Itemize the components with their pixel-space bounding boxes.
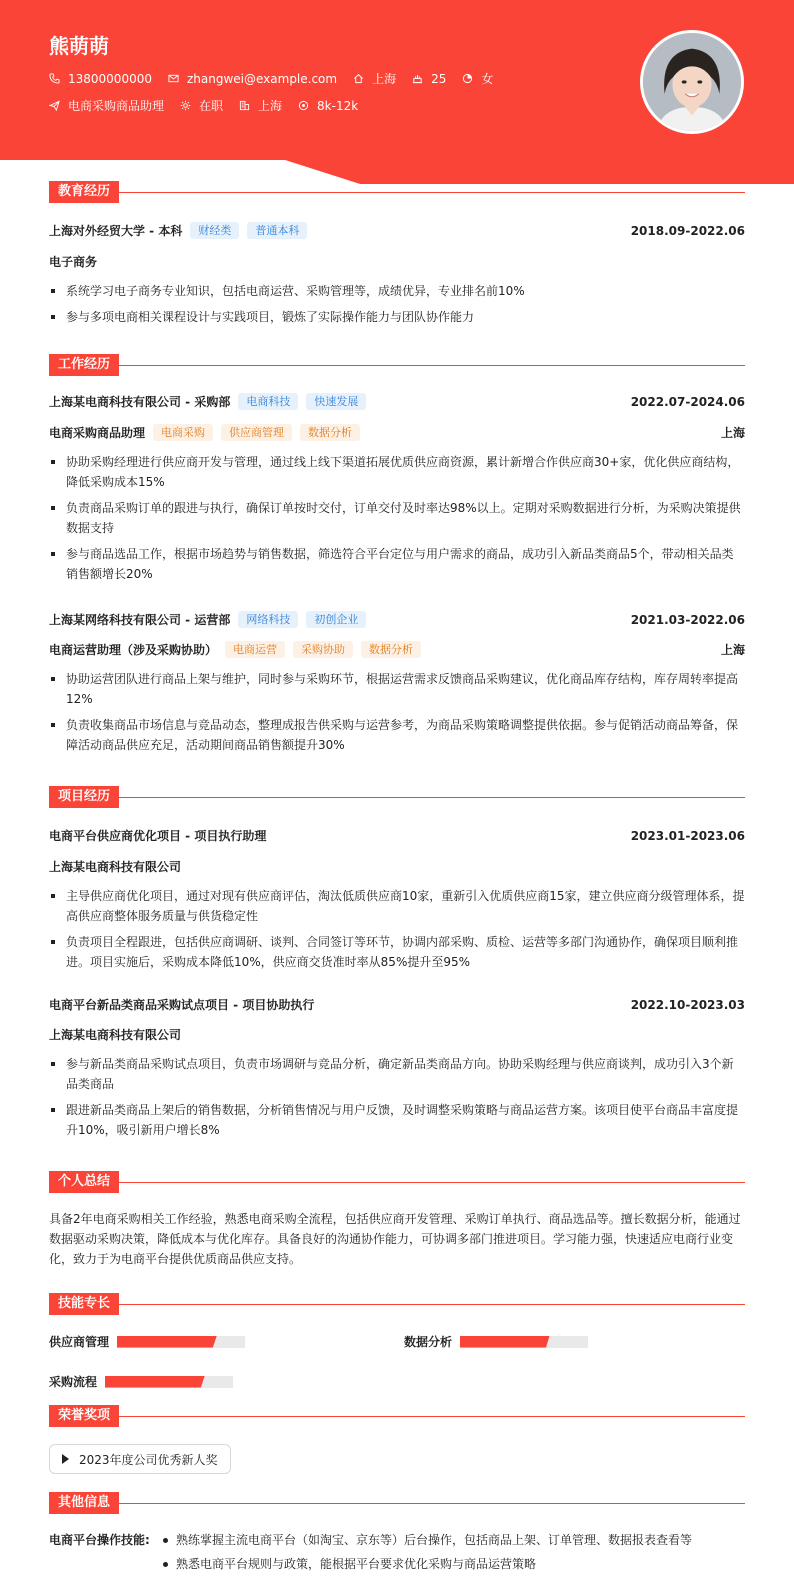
section-honors bbox=[49, 1405, 745, 1427]
cake-icon bbox=[412, 73, 423, 84]
skill-item bbox=[49, 1333, 245, 1350]
work-date: 2022.07-2024.06 bbox=[630, 394, 745, 409]
work-bullets bbox=[49, 452, 745, 590]
list-item: 主导供应商优化项目，通过对现有供应商评估，淘汰低质供应商10家，重新引入优质供应商15家，建立供应商分级管理体系，提高供应商整体服务质量与供货稳定性 bbox=[49, 886, 745, 926]
award-item bbox=[49, 1444, 231, 1474]
phone-text: 13800000000 bbox=[68, 71, 152, 86]
gender-text: 女 bbox=[481, 72, 494, 86]
project-title: 电商平台供应商优化项目 - 项目执行助理 bbox=[49, 829, 267, 843]
project-org-row bbox=[49, 1026, 745, 1043]
project-title: 电商平台新品类商品采购试点项目 - 项目协助执行 bbox=[49, 998, 315, 1012]
section-education bbox=[49, 181, 745, 203]
list-item: 参与商品选品工作，根据市场趋势与销售数据，筛选符合平台定位与用户需求的商品，成功引入新品类商品5个，带动相关品类销售额增长20% bbox=[49, 544, 745, 584]
role-name: 电商采购商品助理 bbox=[49, 426, 146, 440]
work-city: 上海 bbox=[720, 426, 745, 440]
company-tag: 电商科技 bbox=[238, 393, 298, 410]
work-role-row bbox=[49, 424, 745, 441]
section-divider bbox=[119, 1182, 745, 1183]
skill-bar bbox=[460, 1336, 588, 1348]
list-item: 协助采购经理进行供应商开发与管理，通过线上线下渠道拓展优质供应商资源，累计新增合作供应商30+家，优化供应商结构，降低采购成本15% bbox=[49, 452, 745, 492]
work-city: 上海 bbox=[720, 643, 745, 657]
target-city-text: 上海 bbox=[258, 99, 283, 113]
section-title: 教育经历 bbox=[49, 181, 119, 203]
work-header bbox=[49, 393, 745, 410]
section-title: 荣誉奖项 bbox=[49, 1405, 119, 1427]
skill-tag: 电商采购 bbox=[153, 424, 213, 441]
age-item bbox=[412, 72, 446, 86]
contact-row bbox=[49, 70, 509, 87]
project-bullets bbox=[49, 1054, 745, 1146]
skill-name: 数据分析 bbox=[404, 1335, 453, 1349]
skill-name: 采购流程 bbox=[49, 1375, 98, 1389]
section-summary bbox=[49, 1171, 745, 1193]
major-name: 电子商务 bbox=[49, 255, 98, 269]
other-label: 电商平台操作技能: bbox=[49, 1533, 150, 1547]
phone-icon bbox=[49, 73, 60, 84]
section-title: 项目经历 bbox=[49, 786, 119, 808]
play-icon bbox=[62, 1454, 69, 1464]
gear-icon bbox=[180, 100, 191, 111]
project-header bbox=[49, 827, 745, 844]
company-tag: 网络科技 bbox=[238, 611, 298, 628]
gender-item bbox=[462, 70, 493, 87]
skill-bar-fill bbox=[105, 1376, 205, 1388]
skill-bar bbox=[105, 1376, 233, 1388]
project-org: 上海某电商科技有限公司 bbox=[49, 860, 182, 874]
skill-bar bbox=[117, 1336, 245, 1348]
school-tag: 财经类 bbox=[190, 222, 239, 239]
project-date: 2022.10-2023.03 bbox=[630, 997, 745, 1012]
company-name: 上海某电商科技有限公司 - 采购部 bbox=[49, 395, 231, 409]
company-name: 上海某网络科技有限公司 - 运营部 bbox=[49, 613, 231, 627]
role-name: 电商运营助理（涉及采购协助） bbox=[49, 643, 218, 657]
list-item: 协助运营团队进行商品上架与维护，同时参与采购环节，根据运营需求反馈商品采购建议，优化商品库存结构，库存周转率提高12% bbox=[49, 669, 745, 709]
section-divider bbox=[119, 1416, 745, 1417]
skill-tag: 数据分析 bbox=[300, 424, 360, 441]
skill-item bbox=[49, 1373, 233, 1390]
candidate-name: 熊萌萌 bbox=[49, 34, 109, 58]
age-text: 25 bbox=[431, 71, 447, 86]
home-city-text: 上海 bbox=[372, 72, 397, 86]
company-tag: 快速发展 bbox=[306, 393, 366, 410]
section-divider bbox=[119, 1503, 745, 1504]
award-text: 2023年度公司优秀新人奖 bbox=[79, 1452, 218, 1467]
job-intent-row bbox=[49, 97, 374, 114]
gender-icon bbox=[462, 73, 473, 84]
section-other bbox=[49, 1492, 745, 1514]
list-item: 参与新品类商品采购试点项目，负责市场调研与竞品分析，确定新品类商品方向。协助采购经理与供应商谈判，成功引入3个新品类商品 bbox=[49, 1054, 745, 1094]
building-icon bbox=[239, 100, 250, 111]
status-text: 在职 bbox=[199, 99, 224, 113]
skill-item bbox=[404, 1333, 588, 1350]
education-header bbox=[49, 222, 745, 239]
project-org-row bbox=[49, 858, 745, 875]
work-header bbox=[49, 611, 745, 628]
list-item: 负责收集商品市场信息与竞品动态，整理成报告供采购与运营参考，为商品采购策略调整提供依据。参与促销活动商品筹备，保障活动商品供应充足，活动期间商品销售额提升30% bbox=[49, 715, 745, 755]
target-role-item bbox=[49, 97, 164, 114]
project-org: 上海某电商科技有限公司 bbox=[49, 1028, 182, 1042]
section-title: 其他信息 bbox=[49, 1492, 119, 1514]
avatar-portrait-icon bbox=[643, 33, 741, 131]
work-bullets bbox=[49, 669, 745, 761]
school-name: 上海对外经贸大学 - 本科 bbox=[49, 224, 183, 238]
mail-icon bbox=[168, 73, 179, 84]
section-work bbox=[49, 354, 745, 376]
skill-bar-fill bbox=[460, 1336, 550, 1348]
education-date: 2018.09-2022.06 bbox=[630, 223, 745, 238]
skill-tag: 电商运营 bbox=[225, 641, 285, 658]
list-item: 系统学习电子商务专业知识，包括电商运营、采购管理等，成绩优异，专业排名前10% bbox=[49, 281, 745, 301]
list-item: 跟进新品类商品上架后的销售数据，分析销售情况与用户反馈，及时调整采购策略与商品运营方案。该项目使平台商品丰富度提升10%，吸引新用户增长8% bbox=[49, 1100, 745, 1140]
education-major-row bbox=[49, 253, 745, 270]
status-item bbox=[180, 97, 223, 114]
other-list bbox=[161, 1531, 741, 1579]
phone-item bbox=[49, 72, 152, 86]
home-city-item bbox=[353, 70, 396, 87]
section-divider bbox=[119, 1304, 745, 1305]
skill-tag: 供应商管理 bbox=[221, 424, 292, 441]
education-bullets bbox=[49, 281, 745, 333]
section-title: 工作经历 bbox=[49, 354, 119, 376]
work-date: 2021.03-2022.06 bbox=[630, 612, 745, 627]
list-item: 负责商品采购订单的跟进与执行，确保订单按时交付，订单交付及时率达98%以上。定期对采购数据进行分析，为采购决策提供数据支持 bbox=[49, 498, 745, 538]
salary-item bbox=[298, 99, 358, 113]
section-divider bbox=[119, 797, 745, 798]
summary-text: 具备2年电商采购相关工作经验，熟悉电商采购全流程，包括供应商开发管理、采购订单执行、商品选品等。擅长数据分析，能通过数据驱动采购决策，降低成本与优化库存。具备良好的沟通协作能力，可协调多部门推进项目。学习能力强，快速适应电商行业变化，致力于为电商平台提供优质商品供应支持。 bbox=[49, 1212, 741, 1266]
section-divider bbox=[119, 192, 745, 193]
section-skills bbox=[49, 1293, 745, 1315]
skill-tag: 数据分析 bbox=[361, 641, 421, 658]
home-icon bbox=[353, 73, 364, 84]
salary-text: 8k-12k bbox=[317, 98, 359, 113]
list-item: 负责项目全程跟进，包括供应商调研、谈判、合同签订等环节，协调内部采购、质检、运营等多部门沟通协作，确保项目顺利推进。项目实施后，采购成本降低10%，供应商交货准时率从85%提升至95% bbox=[49, 932, 745, 972]
target-city-item bbox=[239, 97, 282, 114]
coin-icon bbox=[298, 100, 309, 111]
skill-tag: 采购协助 bbox=[293, 641, 353, 658]
send-icon bbox=[49, 100, 60, 111]
project-bullets bbox=[49, 886, 745, 978]
target-role-text: 电商采购商品助理 bbox=[68, 99, 165, 113]
skill-bar-fill bbox=[117, 1336, 217, 1348]
section-title: 个人总结 bbox=[49, 1171, 119, 1193]
list-item: 参与多项电商相关课程设计与实践项目，锻炼了实际操作能力与团队协作能力 bbox=[49, 307, 745, 327]
avatar bbox=[640, 30, 744, 134]
list-item: 熟悉电商平台规则与政策，能根据平台要求优化采购与商品运营策略 bbox=[161, 1555, 741, 1573]
work-role-row bbox=[49, 641, 745, 658]
section-title: 技能专长 bbox=[49, 1293, 119, 1315]
school-tag: 普通本科 bbox=[247, 222, 307, 239]
section-divider bbox=[119, 365, 745, 366]
skill-name: 供应商管理 bbox=[49, 1335, 110, 1349]
project-date: 2023.01-2023.06 bbox=[630, 828, 745, 843]
project-header bbox=[49, 996, 745, 1013]
list-item: 熟练掌握主流电商平台（如淘宝、京东等）后台操作，包括商品上架、订单管理、数据报表查看等 bbox=[161, 1531, 741, 1549]
section-projects bbox=[49, 786, 745, 808]
email-text: zhangwei@example.com bbox=[186, 71, 338, 86]
company-tag: 初创企业 bbox=[306, 611, 366, 628]
email-item bbox=[168, 72, 337, 86]
